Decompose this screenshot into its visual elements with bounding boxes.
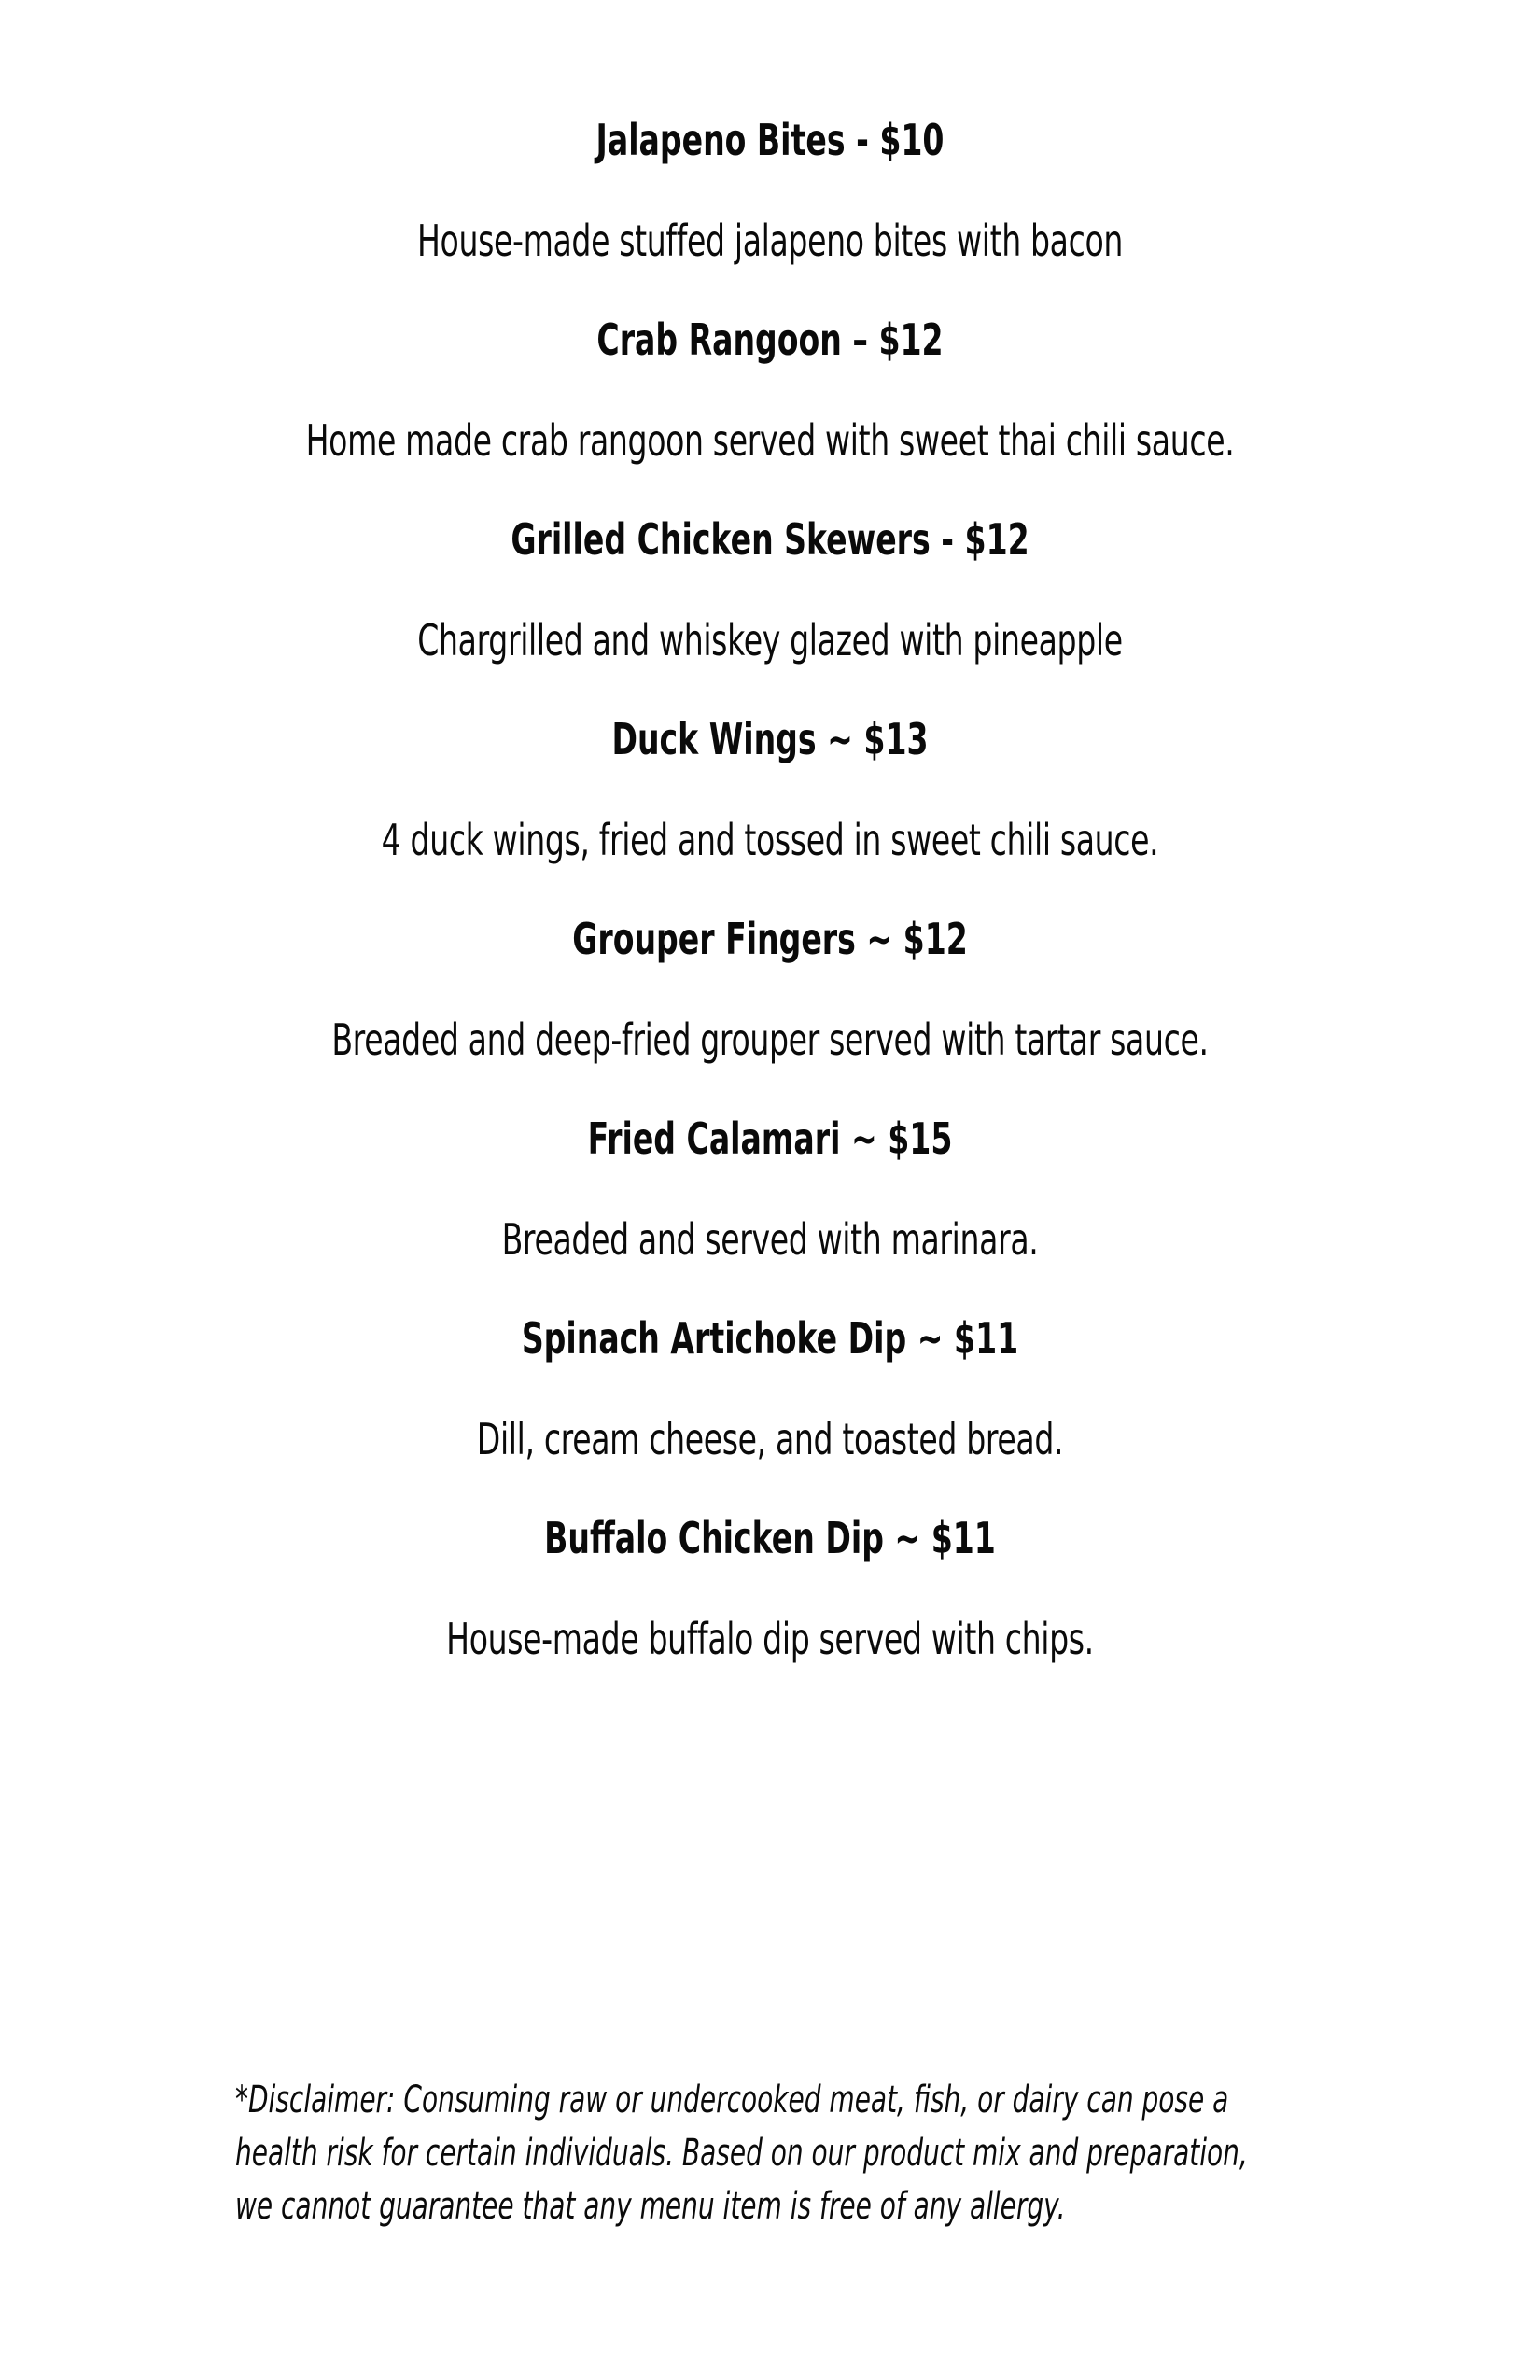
item-description: House-made buffalo dip served with chips.: [446, 1614, 1094, 1664]
item-name: Fried Calamari ~ $15: [587, 1113, 953, 1164]
menu-item: [0, 312, 1540, 469]
item-description: Breaded and deep-fried grouper served with tartar sauce.: [331, 1015, 1209, 1065]
item-name: Grouper Fingers ~ $12: [572, 914, 968, 964]
menu-item: [0, 511, 1540, 668]
item-name: Grilled Chicken Skewers - $12: [511, 514, 1029, 565]
menu-item: [0, 112, 1540, 269]
item-name: Crab Rangoon – $12: [596, 315, 944, 365]
item-description: Breaded and served with marinara.: [501, 1214, 1039, 1265]
menu-item: [0, 1310, 1540, 1467]
item-name: Buffalo Chicken Dip ~ $11: [544, 1513, 996, 1563]
menu-item: [0, 1111, 1540, 1267]
item-name: Spinach Artichoke Dip ~ $11: [521, 1313, 1019, 1364]
item-description: Home made crab rangoon served with sweet thai chili sauce.: [305, 415, 1235, 466]
disclaimer-line: *Disclaimer: Consuming raw or undercooked meat, fish, or dairy can pose a: [235, 2079, 1229, 2121]
menu-item: [0, 711, 1540, 868]
appetizer-menu: [0, 112, 1540, 1710]
item-description: House-made stuffed jalapeno bites with bacon: [417, 216, 1123, 266]
item-description: 4 duck wings, fried and tossed in sweet chili sauce.: [381, 815, 1159, 865]
allergy-disclaimer: [235, 2074, 1248, 2233]
menu-item: [0, 1510, 1540, 1667]
item-name: Duck Wings ~ $13: [611, 714, 929, 764]
menu-item: [0, 911, 1540, 1068]
disclaimer-line: we cannot guarantee that any menu item is free of any allergy.: [235, 2185, 1066, 2228]
item-description: Chargrilled and whiskey glazed with pineapple: [417, 615, 1123, 665]
item-name: Jalapeno Bites - $10: [595, 115, 945, 165]
disclaimer-line: health risk for certain individuals. Based on our product mix and preparation,: [235, 2132, 1248, 2175]
item-description: Dill, cream cheese, and toasted bread.: [476, 1414, 1064, 1464]
